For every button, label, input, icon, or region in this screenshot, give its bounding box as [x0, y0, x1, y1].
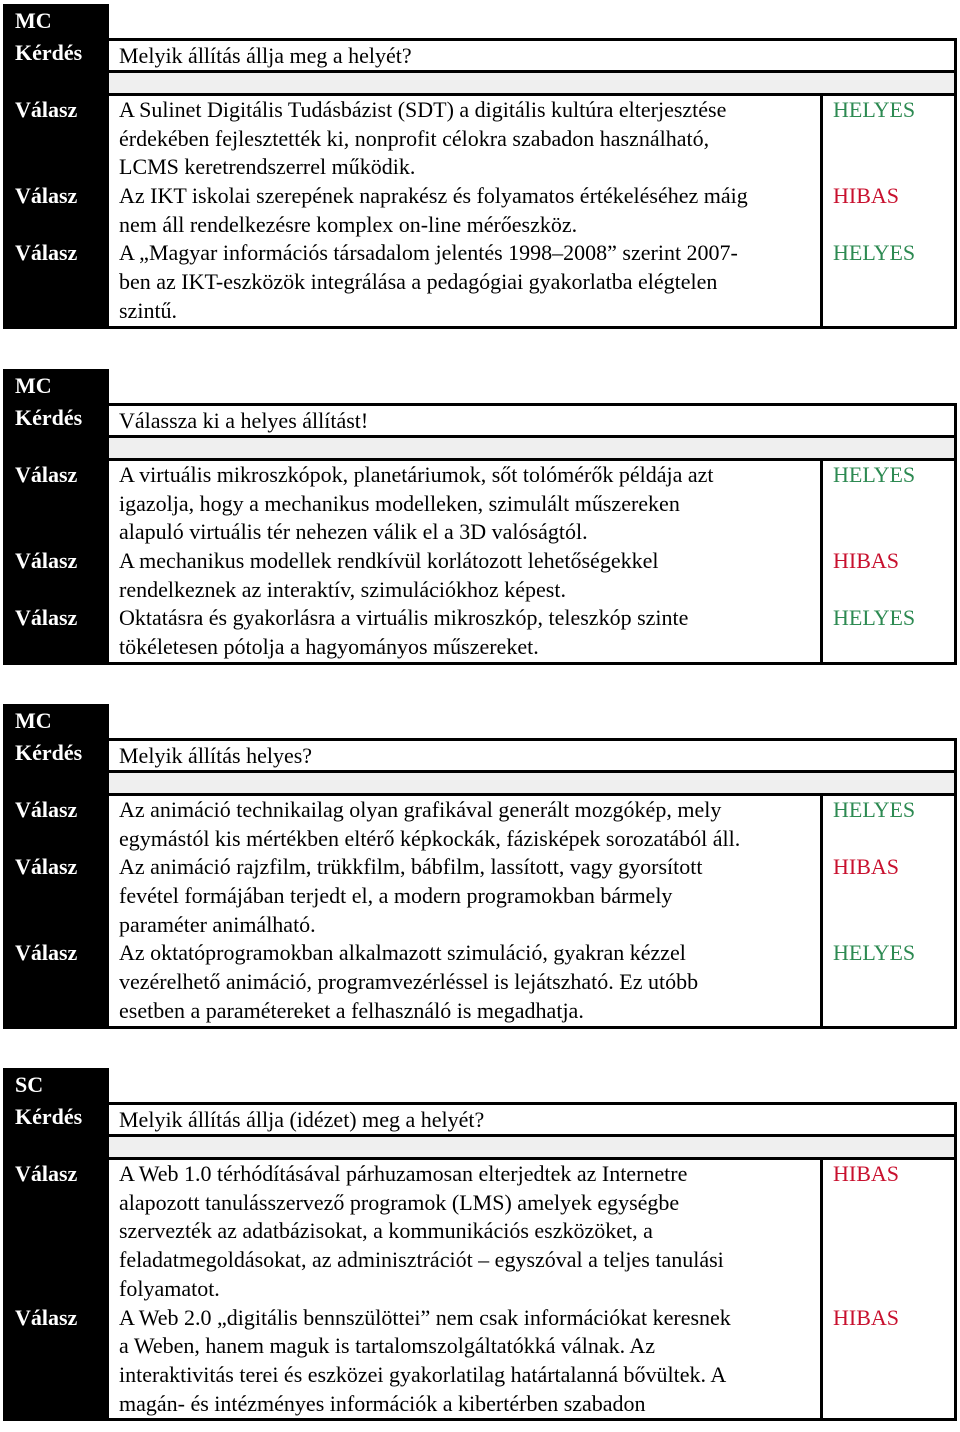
question-type-label: MC: [3, 4, 109, 38]
answer-result: HELYES: [833, 940, 916, 966]
question-label: Kérdés: [3, 38, 109, 70]
answer-results: [823, 796, 954, 1026]
answer-line: alapuló virtuális tér nehezen válik el a 3D valóságtól.: [119, 519, 588, 545]
answer-label: Válasz: [3, 1160, 109, 1304]
spacer-cell: [109, 1134, 957, 1160]
question-type-row: [3, 704, 957, 738]
answer-line: A Sulinet Digitális Tudásbázist (SDT) a digitális kultúra elterjesztése: [119, 97, 727, 122]
answer-line: Az animáció technikailag olyan grafikával generált mozgókép, mely: [119, 797, 722, 822]
question-block: [3, 1068, 957, 1421]
answer-label: Válasz: [3, 604, 109, 661]
answer-line: nem áll rendelkezésre komplex on-line mérőeszköz.: [119, 211, 578, 237]
answer-line: interaktivitás terei és eszközei gyakorlatilag határtalanná bővültek. A: [119, 1361, 727, 1387]
answer-text: [119, 182, 820, 239]
question-text: Válassza ki a helyes állítást!: [109, 403, 957, 435]
answer-text: [119, 796, 820, 853]
blank-cell: [109, 1068, 957, 1102]
answer-texts: [109, 1160, 823, 1418]
answer-text: [119, 461, 820, 547]
answer-line: A Web 1.0 térhódításával párhuzamosan elterjedtek az Internetre: [119, 1161, 688, 1186]
spacer-cell: [109, 770, 957, 796]
question-row: [3, 1102, 957, 1134]
answer-line: rendelkeznek az interaktív, szimulációkhoz képest.: [119, 576, 566, 602]
answers-area: [3, 461, 957, 665]
answer-label: Válasz: [3, 239, 109, 325]
spacer-row: [3, 70, 957, 96]
answers-area: [3, 1160, 957, 1421]
answer-line: folyamatot.: [119, 1275, 220, 1301]
answer-line: szervezték az adatbázisokat, a kommunikációs eszközöket, a: [119, 1218, 653, 1244]
answer-text: [119, 1160, 820, 1304]
answer-text: [119, 853, 820, 939]
answer-line: feladatmegoldásokat, az adminisztrációt – egyszóval a teljes tanulási: [119, 1247, 724, 1273]
spacer-cell: [109, 435, 957, 461]
answer-texts: [109, 461, 823, 662]
answer-result: HIBAS: [833, 1161, 900, 1186]
answer-texts: [109, 96, 823, 326]
answer-text: [119, 1304, 820, 1419]
question-row: [3, 38, 957, 70]
blank-cell: [109, 4, 957, 38]
question-type-row: [3, 369, 957, 403]
answer-results: [823, 96, 954, 326]
answer-label: Válasz: [3, 182, 109, 239]
answer-text: [119, 547, 820, 604]
answer-line: szintű.: [119, 297, 178, 323]
blank-cell: [109, 704, 957, 738]
question-label: Kérdés: [3, 738, 109, 770]
answer-line: paraméter animálható.: [119, 911, 316, 937]
answer-text: [119, 96, 820, 182]
answer-result: HIBAS: [833, 854, 900, 880]
answer-line: ben az IKT-eszközök integrálása a pedagógiai gyakorlatba elégtelen: [119, 269, 718, 295]
answer-results: [823, 1160, 954, 1418]
answer-label: Válasz: [3, 796, 109, 853]
question-type-label: MC: [3, 369, 109, 403]
question-label: Kérdés: [3, 403, 109, 435]
answer-result: HELYES: [833, 797, 916, 822]
question-text: Melyik állítás állja (idézet) meg a helyét?: [109, 1102, 957, 1134]
answer-line: fevétel formájában terjedt el, a modern programokban bármely: [119, 883, 673, 909]
question-type-label: SC: [3, 1068, 109, 1102]
answer-labels: [3, 96, 109, 326]
answer-line: érdekében fejlesztették ki, nonprofit célokra szabadon használható,: [119, 125, 710, 151]
answer-label: Válasz: [3, 939, 109, 1025]
answers-area: [3, 796, 957, 1029]
spacer-row: [3, 435, 957, 461]
question-block: [3, 704, 957, 1029]
answer-text: [119, 239, 820, 325]
answer-text: [119, 939, 820, 1025]
answer-line: Az oktatóprogramokban alkalmazott szimuláció, gyakran kézzel: [119, 940, 686, 966]
answer-line: A mechanikus modellek rendkívül korlátozott lehetőségekkel: [119, 548, 659, 574]
answer-labels: [3, 796, 109, 1026]
answer-texts: [109, 796, 823, 1026]
answer-labels: [3, 1160, 109, 1418]
answer-line: Az IKT iskolai szerepének naprakész és folyamatos értékeléséhez máig: [119, 183, 748, 209]
question-type-label: MC: [3, 704, 109, 738]
answer-line: A „Magyar információs társadalom jelentés 1998–2008” szerint 2007-: [119, 240, 738, 266]
answer-line: Az animáció rajzfilm, trükkfilm, bábfilm, lassított, vagy gyorsított: [119, 854, 703, 880]
question-type-row: [3, 1068, 957, 1102]
answer-result: HELYES: [833, 97, 916, 122]
answer-result: HELYES: [833, 462, 916, 487]
question-row: [3, 403, 957, 435]
answer-line: LCMS keretrendszerrel működik.: [119, 154, 416, 180]
question-text: Melyik állítás helyes?: [109, 738, 957, 770]
answer-text: [119, 604, 820, 661]
question-type-row: [3, 4, 957, 38]
spacer-label-cell: [3, 435, 109, 461]
answer-result: HIBAS: [833, 1304, 900, 1330]
answer-line: egymástól kis mértékben eltérő képkockák, fázisképek sorozatából áll.: [119, 825, 741, 851]
spacer-label-cell: [3, 1134, 109, 1160]
answer-line: a Weben, hanem maguk is tartalomszolgáltatókká válnak. Az: [119, 1333, 656, 1359]
answer-label: Válasz: [3, 461, 109, 547]
answer-label: Válasz: [3, 547, 109, 604]
answer-line: alapozott tanulásszervező programok (LMS) amelyek egységbe: [119, 1189, 680, 1215]
answer-line: Oktatásra és gyakorlásra a virtuális mikroszkóp, teleszkóp szinte: [119, 605, 689, 631]
answer-label: Válasz: [3, 1304, 109, 1419]
answer-result: HELYES: [833, 605, 916, 631]
answer-line: tökéletesen pótolja a hagyományos műszereket.: [119, 634, 539, 660]
answer-line: vezérelhető animáció, programvezérléssel is lejátszható. Ez utóbb: [119, 969, 699, 995]
answer-line: A Web 2.0 „digitális bennszülöttei” nem csak információkat keresnek: [119, 1304, 731, 1330]
answer-result: HELYES: [833, 240, 916, 266]
spacer-label-cell: [3, 70, 109, 96]
spacer-label-cell: [3, 770, 109, 796]
answer-labels: [3, 461, 109, 662]
answer-line: igazolja, hogy a mechanikus modelleken, szimulált műszereken: [119, 490, 680, 516]
question-text: Melyik állítás állja meg a helyét?: [109, 38, 957, 70]
spacer-cell: [109, 70, 957, 96]
question-block: [3, 4, 957, 329]
answer-line: A virtuális mikroszkópok, planetáriumok, sőt tolómérők példája azt: [119, 462, 714, 487]
answers-area: [3, 96, 957, 329]
question-row: [3, 738, 957, 770]
spacer-row: [3, 1134, 957, 1160]
question-label: Kérdés: [3, 1102, 109, 1134]
answer-results: [823, 461, 954, 662]
answer-label: Válasz: [3, 96, 109, 182]
answer-line: magán- és intézményes információk a kibertérben szabadon: [119, 1390, 646, 1416]
answer-result: HIBAS: [833, 548, 900, 574]
spacer-row: [3, 770, 957, 796]
blank-cell: [109, 369, 957, 403]
question-block: [3, 369, 957, 665]
answer-label: Válasz: [3, 853, 109, 939]
answer-result: HIBAS: [833, 183, 900, 209]
answer-line: esetben a paramétereket a felhasználó is megadhatja.: [119, 997, 584, 1023]
